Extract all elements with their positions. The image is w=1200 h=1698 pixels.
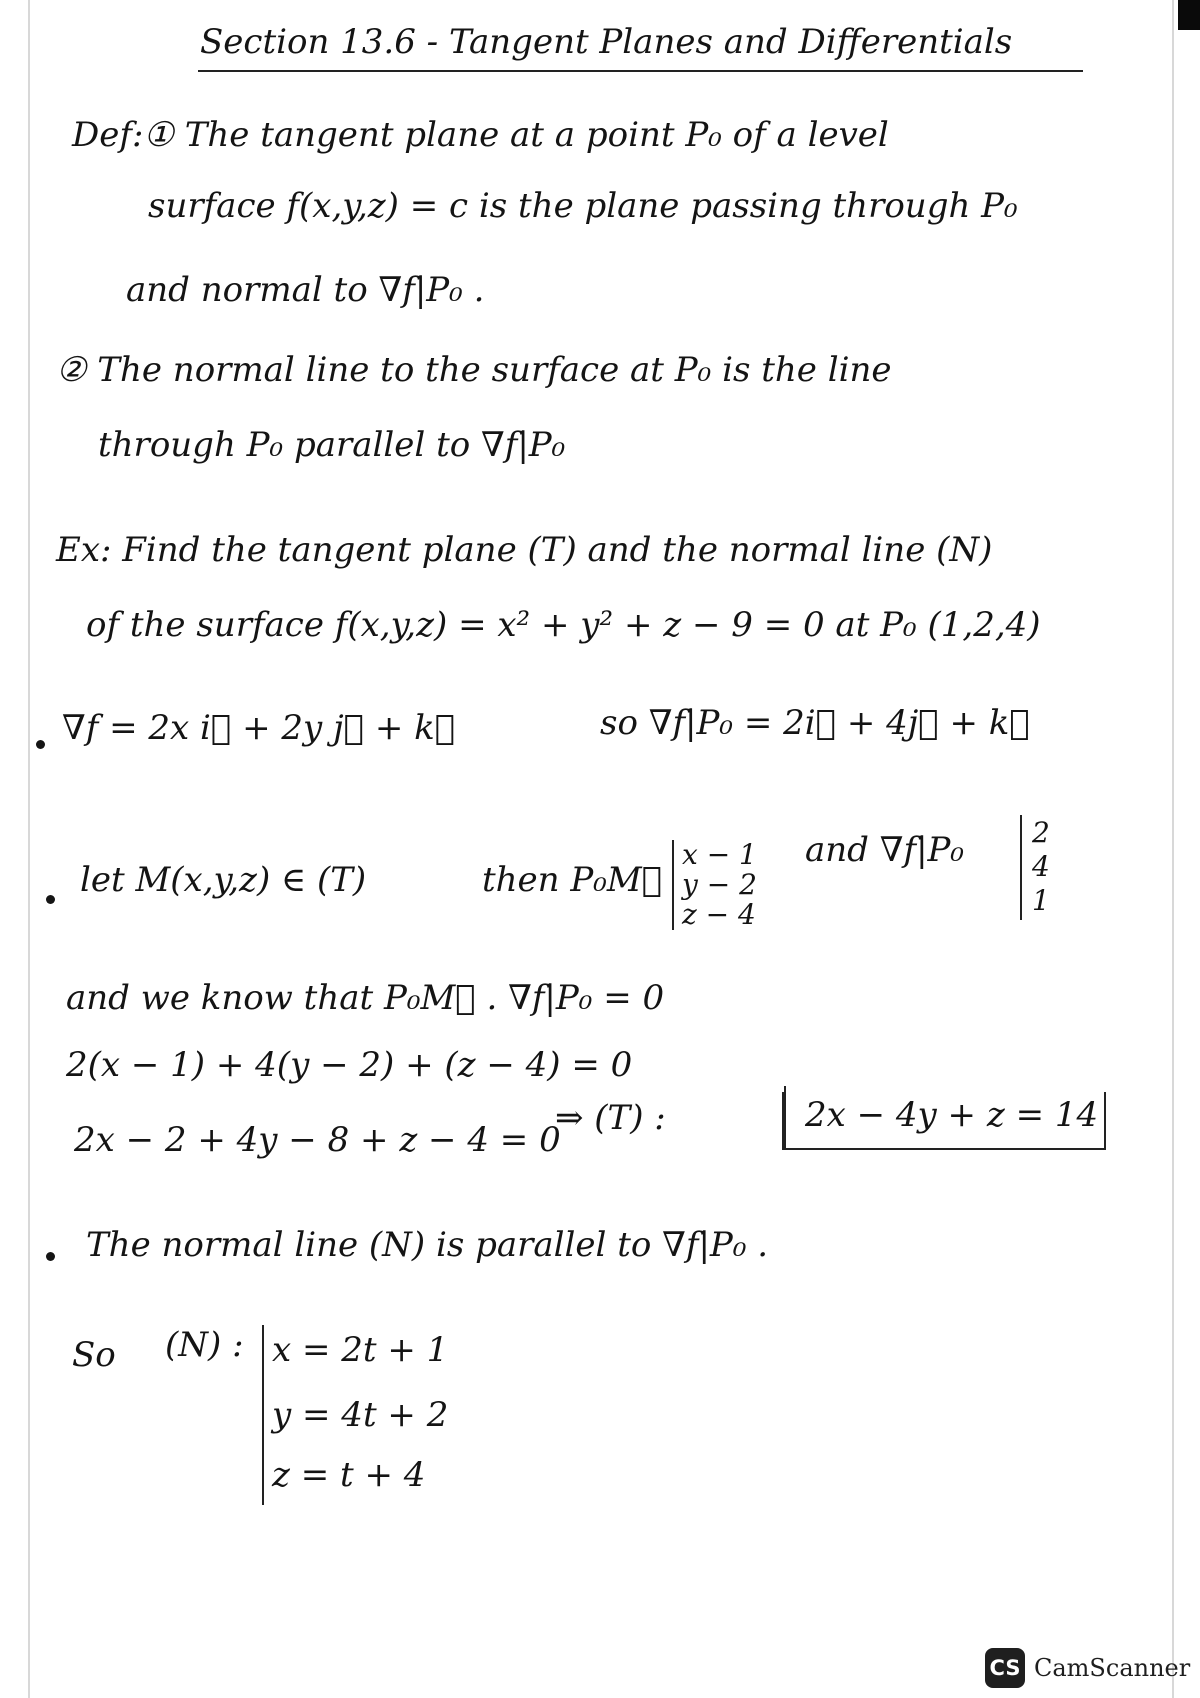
bullet-2: [46, 895, 55, 904]
scan-edge-right: [1172, 0, 1174, 1698]
tangent-plane-result: 2x − 4y + z = 14: [805, 1095, 1099, 1135]
example-line-2: of the surface f(x,y,z) = x² + y² + z − 9 = 0 at P₀ (1,2,4): [86, 605, 1041, 645]
grad-component-2: 4: [1032, 850, 1050, 883]
implies-label: ⇒ (T) :: [555, 1098, 666, 1138]
param-eq-x: x = 2t + 1: [272, 1330, 449, 1370]
example-line-1: Ex: Find the tangent plane (T) and the normal line (N): [56, 530, 993, 570]
grad-component-1: 2: [1032, 816, 1050, 849]
pom-component-1: x − 1: [682, 838, 757, 871]
grad-component-3: 1: [1032, 884, 1050, 917]
definition-line-1: Def:① The tangent plane at a point P₀ of a level: [72, 115, 889, 155]
bullet-1: [36, 740, 45, 749]
normal-line-text: The normal line (N) is parallel to ∇f|P₀ .: [86, 1225, 769, 1265]
page-title: Section 13.6 - Tangent Planes and Differentials: [200, 22, 1013, 62]
so-label: So: [72, 1335, 116, 1375]
equation-2: 2x − 2 + 4y − 8 + z − 4 = 0: [74, 1120, 561, 1160]
know-line: and we know that P₀M⃗ . ∇f|P₀ = 0: [66, 978, 665, 1018]
camscanner-text: CamScanner: [1034, 1654, 1191, 1682]
scan-corner: [1178, 0, 1200, 30]
then-label: then P₀M⃗: [482, 860, 663, 900]
bullet-3: [46, 1252, 55, 1261]
definition-line-5: through P₀ parallel to ∇f|P₀: [98, 425, 566, 465]
definition-line-2: surface f(x,y,z) = c is the plane passing through P₀: [148, 186, 1018, 226]
param-eq-z: z = t + 4: [272, 1455, 426, 1495]
let-line: let M(x,y,z) ∈ (T): [80, 860, 367, 900]
param-brace: [262, 1325, 264, 1505]
title-underline: [198, 70, 1083, 72]
camscanner-logo: CS: [985, 1648, 1025, 1688]
definition-line-4: ② The normal line to the surface at P₀ is the line: [56, 350, 892, 390]
n-label: (N) :: [165, 1325, 244, 1365]
definition-line-3: and normal to ∇f|P₀ .: [126, 270, 485, 310]
gradient-at-p0: so ∇f|P₀ = 2i⃗ + 4j⃗ + k⃗: [600, 703, 1030, 743]
pom-component-2: y − 2: [682, 868, 757, 901]
and-grad-label: and ∇f|P₀: [805, 830, 965, 870]
pom-bracket: [672, 840, 674, 930]
param-eq-y: y = 4t + 2: [272, 1395, 449, 1435]
grad-bracket: [1020, 815, 1022, 920]
gradient-line: ∇f = 2x i⃗ + 2y j⃗ + k⃗: [62, 708, 456, 748]
scan-edge-left: [28, 0, 30, 1698]
pom-component-3: z − 4: [682, 898, 756, 931]
equation-1: 2(x − 1) + 4(y − 2) + (z − 4) = 0: [66, 1045, 633, 1085]
